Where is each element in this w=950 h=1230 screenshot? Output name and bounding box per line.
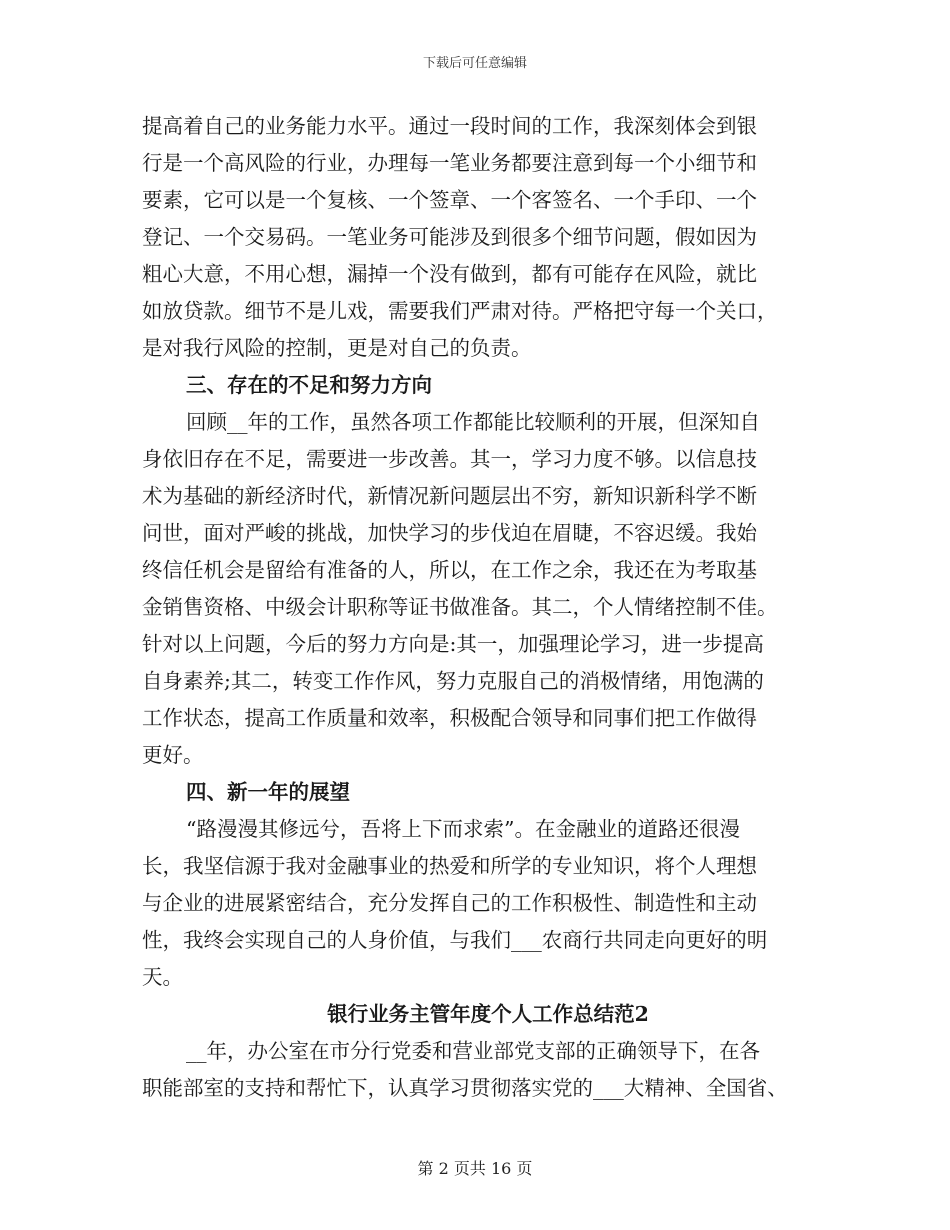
document-title: 银行业务主管年度个人工作总结范2: [327, 1002, 649, 1026]
text-line: 回顾__年的工作，虽然各项工作都能比较顺利的开展，但深知自: [186, 410, 760, 434]
text-line: 粗心大意，不用心想，漏掉一个没有做到，都有可能存在风险，就比: [142, 262, 757, 286]
text-line: 职能部室的支持和帮忙下，认真学习贯彻落实党的___大精神、全国省、: [142, 1076, 788, 1100]
text-line: 登记、一个交易码。一笔业务可能涉及到很多个细节问题，假如因为: [142, 225, 757, 249]
text-line: 问世，面对严峻的挑战，加快学习的步伐迫在眉睫，不容迟缓。我始: [142, 521, 757, 545]
text-line: 工作状态，提高工作质量和效率，积极配合领导和同事们把工作做得: [142, 706, 757, 730]
text-line: 与企业的进展紧密结合，充分发挥自己的工作积极性、制造性和主动: [142, 891, 757, 915]
section-heading: 三、存在的不足和努力方向: [186, 373, 432, 397]
text-line: 终信任机会是留给有准备的人，所以，在工作之余，我还在为考取基: [142, 558, 757, 582]
text-line: 提高着自己的业务能力水平。通过一段时间的工作，我深刻体会到银: [142, 114, 757, 138]
text-line: 术为基础的新经济时代，新情况新问题层出不穷，新知识新科学不断: [142, 484, 757, 508]
text-line: 行是一个高风险的行业，办理每一笔业务都要注意到每一个小细节和: [142, 151, 757, 175]
page-footer: 第 2 页共 16 页: [417, 1159, 533, 1178]
text-line: 更好。: [142, 743, 204, 767]
text-line: 是对我行风险的控制，更是对自己的负责。: [142, 336, 532, 360]
text-line: 要素，它可以是一个复核、一个签章、一个客签名、一个手印、一个: [142, 188, 757, 212]
text-line: 身依旧存在不足，需要进一步改善。其一，学习力度不够。以信息技: [142, 447, 757, 471]
text-line: 长，我坚信源于我对金融事业的热爱和所学的专业知识，将个人理想: [142, 854, 757, 878]
text-line: 金销售资格、中级会计职称等证书做准备。其二，个人情绪控制不佳。: [142, 595, 778, 619]
text-line: 自身素养;其二，转变工作作风，努力克服自己的消极情绪，用饱满的: [142, 669, 764, 693]
text-line: 针对以上问题，今后的努力方向是:其一，加强理论学习，进一步提高: [142, 632, 764, 656]
document-body: [142, 108, 814, 1107]
text-line: 天。: [142, 965, 183, 989]
text-line: “路漫漫其修远兮，吾将上下而求索”。在金融业的道路还很漫: [186, 817, 740, 841]
page-header: 下载后可任意编辑: [422, 56, 527, 71]
text-line: __年，办公室在市分行党委和营业部党支部的正确领导下，在各: [186, 1039, 760, 1063]
text-line: 性，我终会实现自己的人身价值，与我们___农商行共同走向更好的明: [142, 928, 768, 952]
section-heading: 四、新一年的展望: [186, 780, 350, 804]
text-line: 如放贷款。细节不是儿戏，需要我们严肃对待。严格把守每一个关口，: [142, 299, 778, 323]
